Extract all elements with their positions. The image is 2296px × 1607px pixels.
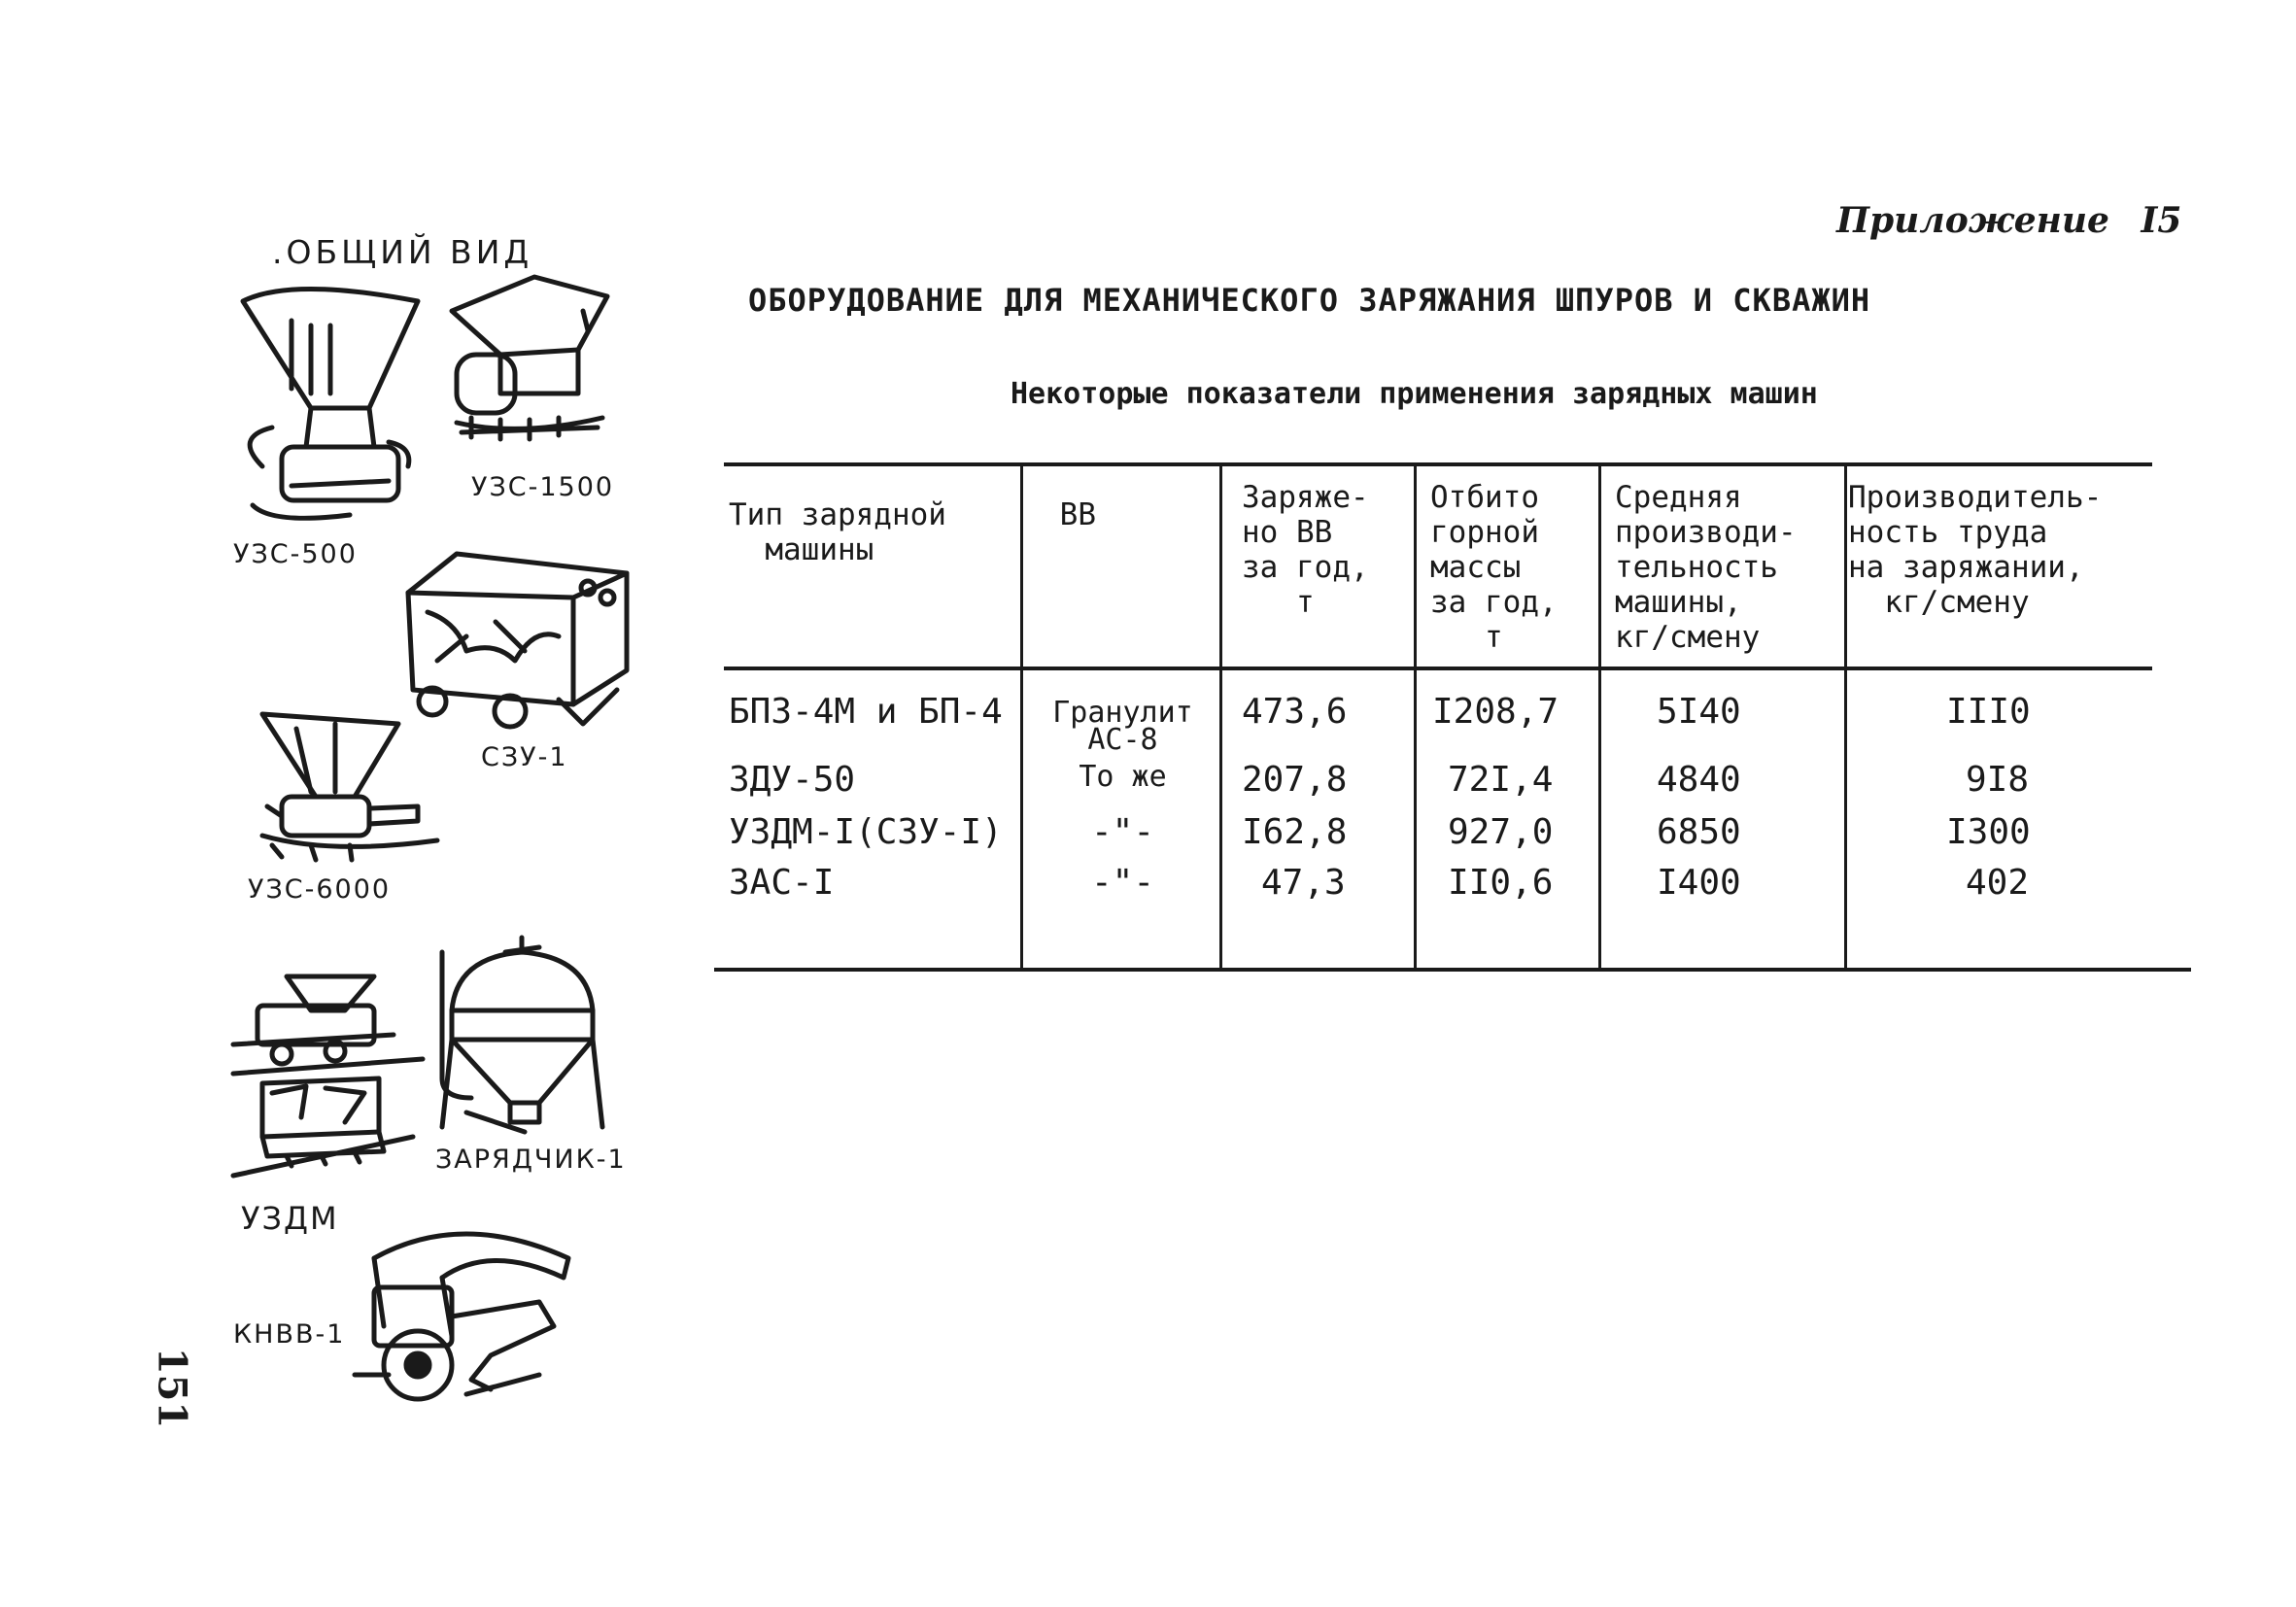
header-machine-type: Тип зарядной машины <box>729 497 946 567</box>
cell-productivity: I400 <box>1657 863 1741 903</box>
cell-labor: III0 <box>1946 692 2031 732</box>
table-bottom-rule <box>714 968 2191 972</box>
uzs-6000-sketch <box>243 700 437 865</box>
label-uzdm: УЗДМ <box>241 1200 339 1237</box>
cell-machine-type: БПЗ-4М и БП-4 <box>729 692 1003 732</box>
table-top-rule <box>724 462 2152 466</box>
cell-charged: 207,8 <box>1242 760 1348 800</box>
label-uzs-500: УЗС-500 <box>233 539 358 569</box>
header-labor-productivity: Производитель- ность труда на заряжании, кг/смену <box>1848 480 2103 620</box>
cell-machine-type: ЗАС-I <box>729 863 835 903</box>
label-knvv-1: КНВВ-1 <box>233 1319 346 1350</box>
table-header-rule <box>724 667 2152 670</box>
cell-machine-type: УЗДМ-I(СЗУ-I) <box>729 812 1003 852</box>
column-divider <box>1598 464 1601 968</box>
label-uzs-1500: УЗС-1500 <box>471 472 615 502</box>
cell-productivity: 6850 <box>1657 812 1741 852</box>
header-blasted-per-year: Отбито горной массы за год, т <box>1430 480 1558 655</box>
cell-explosive: -"- <box>1090 812 1155 852</box>
cell-charged: 473,6 <box>1242 692 1348 732</box>
uzs-1500-sketch <box>442 272 617 457</box>
appendix-label: Приложение I5 <box>1836 200 2182 241</box>
zaryadchik-1-sketch <box>432 933 617 1146</box>
cell-productivity: 4840 <box>1657 760 1741 800</box>
uzdm-sketch <box>228 962 423 1185</box>
column-divider <box>1020 464 1023 968</box>
cell-explosive: -"- <box>1090 863 1155 903</box>
cell-labor: 9I8 <box>1966 760 2030 800</box>
cell-blasted: 72I,4 <box>1448 760 1554 800</box>
header-explosive: ВВ <box>1042 497 1096 532</box>
cell-blasted: II0,6 <box>1448 863 1554 903</box>
cell-labor: 402 <box>1966 863 2030 903</box>
table-subtitle: Некоторые показатели применения зарядных машин <box>1011 377 1818 411</box>
column-divider <box>1219 464 1222 968</box>
document-title: ОБОРУДОВАНИЕ ДЛЯ МЕХАНИЧЕСКОГО ЗАРЯЖАНИЯ ШПУРОВ И СКВАЖИН <box>748 282 1871 319</box>
header-avg-productivity: Средняя производи- тельность машины, кг/смену <box>1615 480 1797 655</box>
cell-explosive: То же <box>1079 760 1167 794</box>
column-divider <box>1414 464 1417 968</box>
label-zaryadchik-1: ЗАРЯДЧИК-1 <box>435 1145 627 1175</box>
knvv-1-sketch <box>345 1219 578 1404</box>
cell-blasted: I208,7 <box>1432 692 1559 732</box>
appendix-number: I5 <box>2141 200 2182 241</box>
cell-labor: I300 <box>1946 812 2031 852</box>
cell-blasted: 927,0 <box>1448 812 1554 852</box>
label-uzs-6000: УЗС-6000 <box>248 874 392 905</box>
cell-charged: I62,8 <box>1242 812 1348 852</box>
cell-explosive: Гранулит АС-8 <box>1052 696 1193 757</box>
header-charged-per-year: Заряже- но ВВ за год, т <box>1242 480 1369 620</box>
page-number: 151 <box>149 1347 195 1429</box>
label-szu-1: СЗУ-1 <box>481 742 568 772</box>
illustrations-heading: .ОБЩИЙ ВИД <box>272 233 533 271</box>
cell-machine-type: ЗДУ-50 <box>729 760 856 800</box>
column-divider <box>1844 464 1847 968</box>
cell-charged: 47,3 <box>1261 863 1346 903</box>
uzs-500-sketch <box>233 282 428 534</box>
cell-productivity: 5I40 <box>1657 692 1741 732</box>
